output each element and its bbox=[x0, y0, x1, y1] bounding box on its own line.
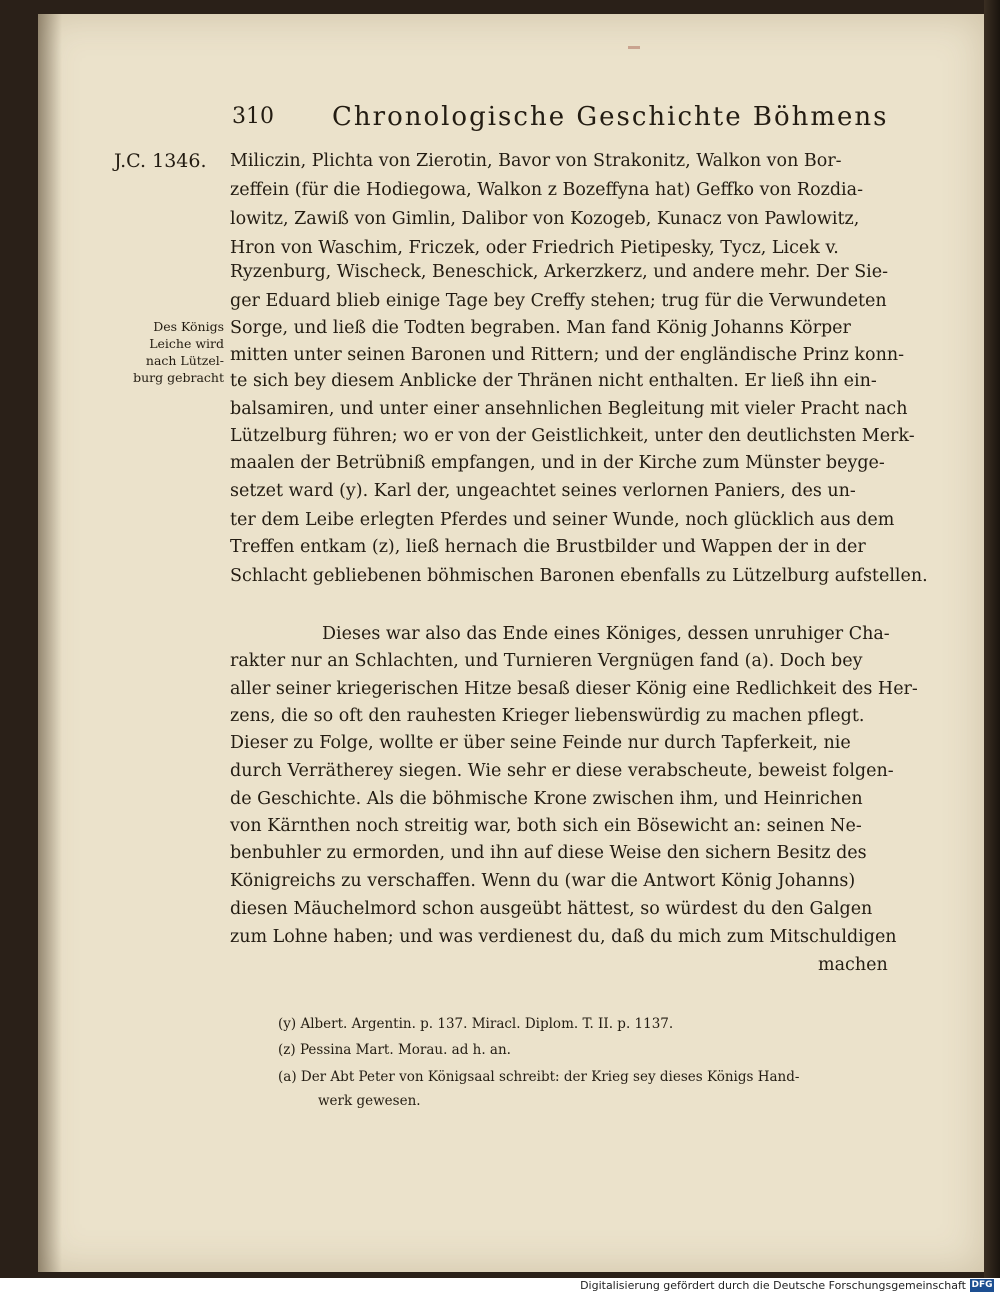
body-line: Schlacht gebliebenen böhmischen Baronen ebenfalls zu Lützelburg aufstellen. bbox=[230, 566, 928, 586]
body-line: Miliczin, Plichta von Zierotin, Bavor von Strakonitz, Walkon von Bor- bbox=[230, 151, 842, 171]
body-line: benbuhler zu ermorden, und ihn auf diese Weise den sichern Besitz des bbox=[230, 843, 867, 863]
page-header bbox=[232, 98, 912, 138]
body-line: zeffein (für die Hodiegowa, Walkon z Bozeffyna hat) Geffko von Rozdia- bbox=[230, 180, 863, 200]
body-line: Hron von Waschim, Friczek, oder Friedrich Pietipesky, Tycz, Licek v. bbox=[230, 238, 839, 258]
body-line: lowitz, Zawiß von Gimlin, Dalibor von Kozogeb, Kunacz von Pawlowitz, bbox=[230, 209, 860, 229]
footnote: (a) Der Abt Peter von Königsaal schreibt: der Krieg sey dieses Königs Hand- bbox=[278, 1069, 800, 1085]
body-line: Königreichs zu verschaffen. Wenn du (war die Antwort König Johanns) bbox=[230, 871, 856, 891]
body-line: Lützelburg führen; wo er von der Geistlichkeit, unter den deutlichsten Merk- bbox=[230, 426, 915, 446]
body-line: rakter nur an Schlachten, und Turnieren Vergnügen fand (a). Doch bey bbox=[230, 651, 863, 671]
body-line: balsamiren, und unter einer ansehnlichen Begleitung mit vieler Pracht nach bbox=[230, 399, 908, 419]
footnote: werk gewesen. bbox=[318, 1093, 421, 1109]
body-line: de Geschichte. Als die böhmische Krone zwischen ihm, und Heinrichen bbox=[230, 789, 863, 809]
body-line: durch Verrätherey siegen. Wie sehr er diese verabscheute, beweist folgen- bbox=[230, 761, 894, 781]
body-line: setzet ward (y). Karl der, ungeachtet seines verlornen Paniers, des un- bbox=[230, 481, 856, 501]
margin-year: J.C. 1346. bbox=[114, 150, 207, 172]
body-line: diesen Mäuchelmord schon ausgeübt hättest, so würdest du den Galgen bbox=[230, 899, 873, 919]
spine-shadow bbox=[38, 14, 62, 1272]
marginal-note bbox=[112, 318, 224, 386]
page-number: 310 bbox=[232, 104, 274, 129]
body-line: von Kärnthen noch streitig war, both sich ein Bösewicht an: seinen Ne- bbox=[230, 816, 862, 836]
body-line: zens, die so oft den rauhesten Krieger liebenswürdig zu machen pflegt. bbox=[230, 706, 865, 726]
marginal-note-line: burg gebracht bbox=[133, 370, 224, 385]
marginal-note-line: Leiche wird bbox=[149, 336, 224, 351]
running-title: Chronologische Geschichte Böhmens bbox=[332, 102, 889, 132]
body-line: maalen der Betrübniß empfangen, und in der Kirche zum Münster beyge- bbox=[230, 453, 885, 473]
body-line: Ryzenburg, Wischeck, Beneschick, Arkerzkerz, und andere mehr. Der Sie- bbox=[230, 262, 889, 282]
catchword: machen bbox=[818, 955, 888, 975]
page-edge bbox=[984, 0, 1000, 1278]
body-line: mitten unter seinen Baronen und Rittern; und der engländische Prinz konn- bbox=[230, 345, 905, 365]
body-line: Dieses war also das Ende eines Königes, dessen unruhiger Cha- bbox=[322, 624, 890, 644]
body-line: Treffen entkam (z), ließ hernach die Brustbilder und Wappen der in der bbox=[230, 537, 866, 557]
body-line: zum Lohne haben; und was verdienest du, daß du mich zum Mitschuldigen bbox=[230, 927, 897, 947]
body-line: ger Eduard blieb einige Tage bey Creffy stehen; trug für die Verwundeten bbox=[230, 291, 887, 311]
body-line: Dieser zu Folge, wollte er über seine Feinde nur durch Tapferkeit, nie bbox=[230, 733, 851, 753]
body-line: ter dem Leibe erlegten Pferdes und seiner Wunde, noch glücklich aus dem bbox=[230, 510, 895, 530]
body-line: Sorge, und ließ die Todten begraben. Man fand König Johanns Körper bbox=[230, 318, 851, 338]
marginal-note-line: Des Königs bbox=[153, 319, 224, 334]
body-line: aller seiner kriegerischen Hitze besaß dieser König eine Redlichkeit des Her- bbox=[230, 679, 918, 699]
footnote: (z) Pessina Mart. Morau. ad h. an. bbox=[278, 1042, 511, 1058]
footnote: (y) Albert. Argentin. p. 137. Miracl. Diplom. T. II. p. 1137. bbox=[278, 1016, 674, 1032]
marginal-note-line: nach Lützel- bbox=[145, 353, 224, 368]
digitization-credit: Digitalisierung gefördert durch die Deutsche Forschungsgemeinschaft bbox=[580, 1279, 966, 1292]
dfg-logo: DFG bbox=[971, 1280, 993, 1290]
body-line: te sich bey diesem Anblicke der Thränen nicht enthalten. Er ließ ihn ein- bbox=[230, 371, 877, 391]
ink-mark bbox=[628, 46, 640, 49]
